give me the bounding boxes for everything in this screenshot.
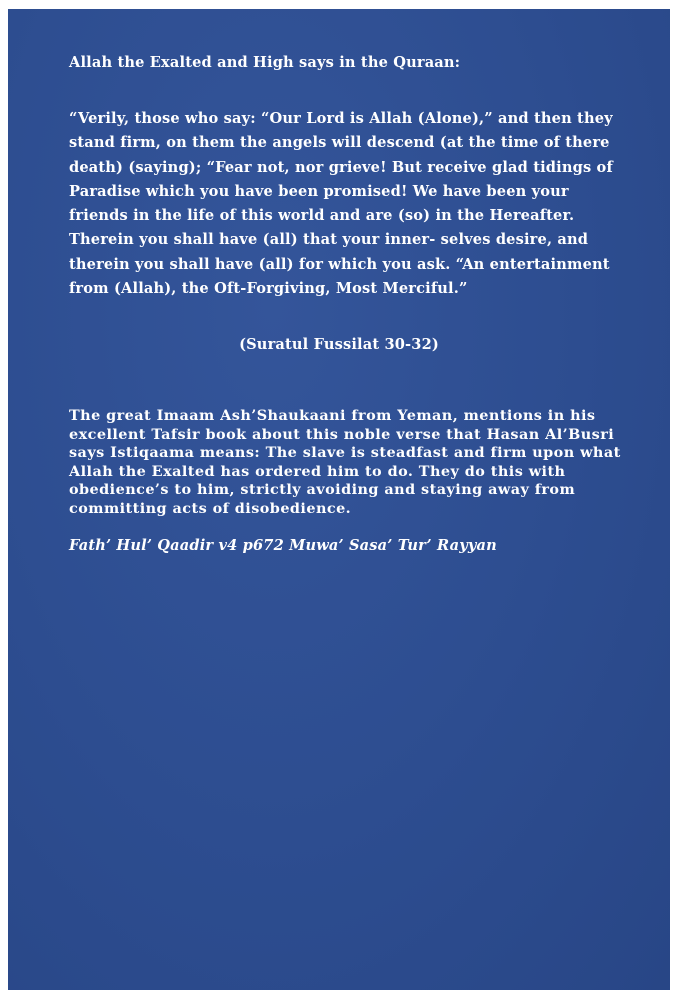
tafsir-commentary-paragraph: The great Imaam Ash’Shaukaani from Yeman, mentions in his excellent Tafsir book about this noble verse that Hasan Al’Busri says Istiqaama means: The slave is steadfast and firm upon what Allah the Exalted has ordered him to do. They do this with obedience’s to him, strictly avoiding and staying away from committing acts of disobedience.	[69, 407, 621, 517]
intro-line: Allah the Exalted and High says in the Quraan:	[69, 54, 461, 71]
quran-verse-paragraph: “Verily, those who say: “Our Lord is Allah (Alone),” and then they stand firm, on them the angels will descend (at the time of there death) (saying); “Fear not, nor grieve! But receive glad tidings of Paradise which you have been promised! We have been your friends in the life of this world and are (so) in the Hereafter. Therein you shall have (all) that your inner- selves desire, and therein you shall have (all) for which you ask. “An entertainment from (Allah), the Oft-Forgiving, Most Merciful.”	[69, 110, 613, 298]
surah-citation: (Suratul Fussilat 30-32)	[239, 336, 439, 353]
book-reference: Fath’ Hul’ Qaadir v4 p672 Muwa’ Sasa’ Tur’ Rayyan	[69, 537, 497, 554]
blue-page	[8, 9, 670, 990]
